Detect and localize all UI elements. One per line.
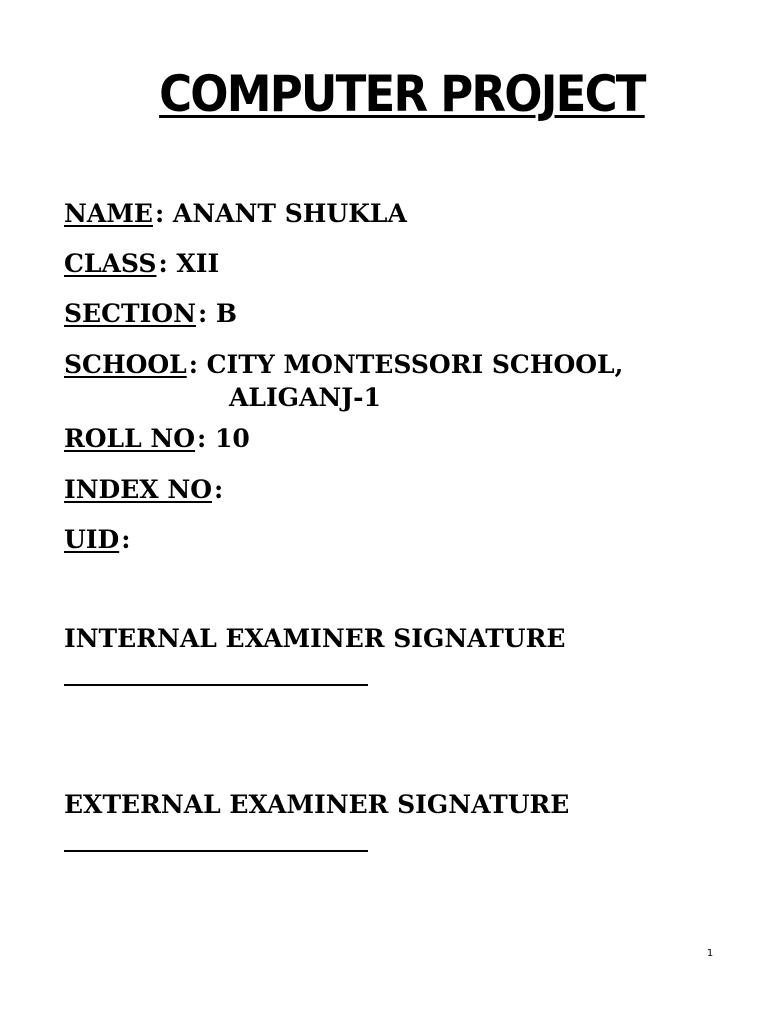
field-section-value: : B [197,299,237,328]
field-class [64,249,219,279]
field-school [64,350,623,380]
field-class-value: : XII [158,249,220,278]
field-uid-value: : [121,525,131,554]
field-school-value: : CITY MONTESSORI SCHOOL, [188,350,624,379]
field-section [64,299,237,329]
page-title: COMPUTER PROJECT [159,65,645,123]
field-uid [64,525,130,555]
field-school-continuation: ALIGANJ-1 [229,383,381,412]
field-uid-label: UID [64,525,120,554]
field-roll-no [64,424,250,454]
field-school-label: SCHOOL [64,350,187,379]
field-index-no [64,475,223,505]
field-index-no-value: : [214,475,224,504]
field-roll-no-label: ROLL NO [64,424,196,453]
external-examiner-signature-label: EXTERNAL EXAMINER SIGNATURE [64,790,570,819]
field-name [64,199,407,229]
field-class-label: CLASS [64,249,157,278]
field-section-label: SECTION [64,299,196,328]
internal-examiner-signature-label: INTERNAL EXAMINER SIGNATURE [64,624,566,653]
field-name-value: : ANANT SHUKLA [154,199,407,228]
external-signature-line [64,850,368,852]
field-index-no-label: INDEX NO [64,475,213,504]
internal-signature-line [64,684,368,686]
field-name-label: NAME [64,199,153,228]
field-roll-no-value: : 10 [197,424,250,453]
page-number: 1 [706,948,714,959]
